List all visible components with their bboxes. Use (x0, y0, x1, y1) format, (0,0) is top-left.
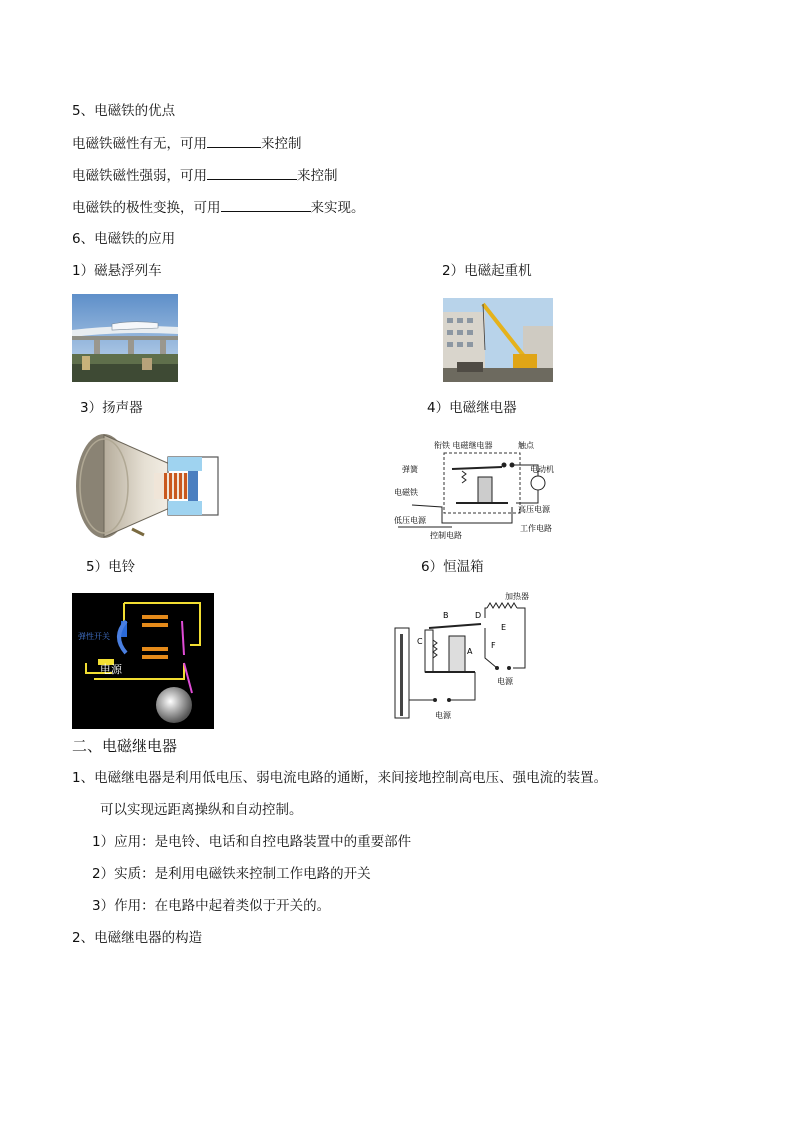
answer-blank-1[interactable] (207, 134, 261, 148)
answer-blank-2[interactable] (207, 166, 297, 180)
line3-pre: 电磁铁的极性变换，可用 (72, 200, 221, 216)
therm-label-C: C (417, 637, 423, 646)
item-label-maglev: 1）磁悬浮列车 (72, 263, 162, 279)
relay-label-contact: 触点 (518, 441, 534, 450)
item-label-crane: 2）电磁起重机 (442, 263, 532, 279)
relay-label-control: 控制电路 (430, 531, 462, 540)
section6-heading: 6、电磁铁的应用 (72, 231, 176, 247)
crane-photo (443, 298, 553, 382)
speaker-diagram (72, 431, 220, 541)
relay-label-spring: 弹簧 (402, 465, 418, 474)
item-label-bell: 5）电铃 (86, 559, 136, 575)
relay-label-top: 衔铁 电磁继电器 (434, 441, 493, 450)
part2-application: 1）应用：是电铃、电话和自控电路装置中的重要部件 (92, 834, 412, 850)
therm-label-D: D (475, 611, 482, 620)
bell-power-label: 电源 (100, 663, 122, 676)
therm-label-E: E (501, 623, 507, 632)
relay-label-high: 高压电源 (518, 505, 550, 514)
line1-post: 来控制 (261, 136, 302, 152)
therm-power-bottom: 电源 (435, 711, 451, 720)
part2-essence: 2）实质：是利用电磁铁来控制工作电路的开关 (92, 866, 371, 882)
fill-blank-line-2 (72, 166, 338, 185)
line2-pre: 电磁铁磁性强弱，可用 (72, 168, 207, 184)
thermostat-diagram (385, 588, 535, 729)
relay-circuit-diagram (392, 437, 564, 541)
relay-label-low: 低压电源 (394, 516, 426, 525)
line3-post: 来实现。 (310, 200, 365, 216)
maglev-train-photo (72, 294, 178, 382)
item-label-relay: 4）电磁继电器 (427, 400, 517, 416)
section5-heading: 5、电磁铁的优点 (72, 103, 176, 119)
relay-label-magnet: 电磁铁 (394, 488, 418, 497)
item-label-thermostat: 6）恒温箱 (421, 559, 484, 575)
line1-pre: 电磁铁磁性有无，可用 (72, 136, 207, 152)
part2-paragraph-1: 1、电磁继电器是利用低电压、弱电流电路的通断，来间接地控制高电压、强电流的装置。 (72, 770, 608, 786)
bell-switch-label: 弹性开关 (78, 632, 110, 641)
answer-blank-3[interactable] (221, 198, 311, 212)
relay-label-motor: 电动机 (530, 465, 554, 474)
fill-blank-line-3 (72, 198, 365, 217)
therm-power-top: 电源 (497, 677, 513, 686)
electric-bell-diagram (72, 593, 214, 729)
line2-post: 来控制 (297, 168, 338, 184)
fill-blank-line-1 (72, 134, 302, 153)
relay-label-work: 工作电路 (520, 524, 552, 533)
part2-paragraph-1b: 可以实现远距离操纵和自动控制。 (100, 802, 303, 818)
item-label-speaker: 3）扬声器 (80, 400, 143, 416)
therm-label-F: F (491, 641, 496, 650)
therm-label-B: B (443, 611, 449, 620)
heater-label: 加热器 (505, 592, 529, 601)
part2-structure-heading: 2、电磁继电器的构造 (72, 930, 203, 946)
therm-label-A: A (467, 647, 473, 656)
part2-function: 3）作用：在电路中起着类似于开关的。 (92, 898, 331, 914)
part2-heading: 二、电磁继电器 (72, 737, 178, 755)
